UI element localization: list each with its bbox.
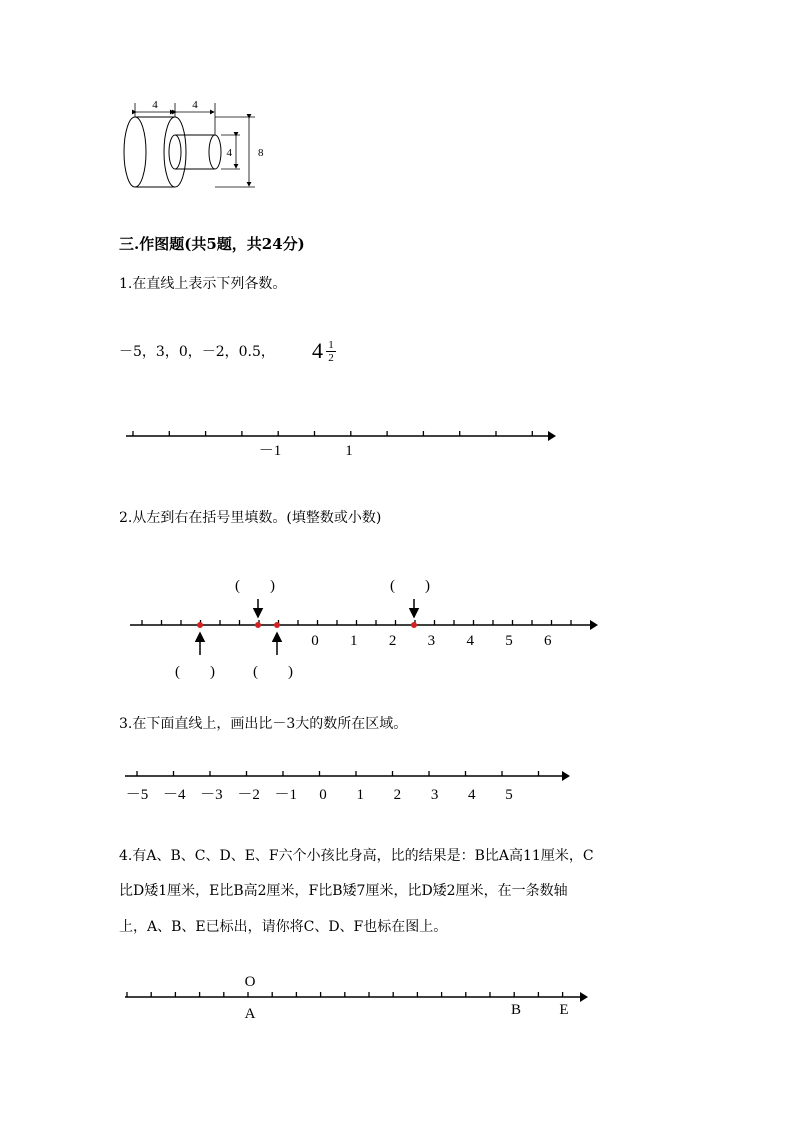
cylinder-figure: [110, 95, 280, 200]
q3-axis-label: 4: [468, 787, 476, 803]
q2-bracket-top-1: ( ): [235, 578, 275, 594]
q3-axis-label: 1: [356, 787, 364, 803]
q4-number-line[interactable]: [115, 970, 595, 1025]
q3-axis-label: 3: [430, 787, 439, 803]
q2-axis-label: 2: [388, 633, 397, 649]
q3-axis-label: 5: [505, 787, 513, 803]
q2-point: [255, 622, 261, 628]
q3-axis-label: －1: [274, 787, 298, 803]
q1-fraction: [326, 339, 336, 364]
q1-label-neg1: －1: [258, 443, 282, 459]
arrow-right-icon: [548, 431, 556, 441]
q2-number-line[interactable]: [120, 570, 610, 685]
q2-axis-label: 4: [466, 633, 474, 649]
q4-line1: 4.有A、B、C、D、E、F六个小孩比身高，比的结果是：B比A高11厘米，C: [119, 848, 594, 864]
q2-axis-label: 0: [311, 633, 319, 649]
dim-outer-height: 8: [258, 147, 264, 159]
q3-axis-label: －5: [125, 787, 149, 803]
dim-width-left: 4: [152, 99, 158, 111]
q4-origin-label: O: [244, 974, 256, 990]
q1-label-1: 1: [345, 443, 353, 459]
q1-text: 1.在直线上表示下列各数。: [119, 276, 287, 292]
fraction-numerator: 1: [328, 339, 334, 351]
q2-axis-label: 3: [427, 633, 436, 649]
q3-axis-label: 2: [393, 787, 402, 803]
q4-point-a: A: [244, 1006, 256, 1022]
section-heading: 三.作图题(共5题，共24分): [119, 235, 305, 253]
q3-axis-label: 0: [319, 787, 327, 803]
q3-number-line[interactable]: [115, 765, 585, 810]
q2-point: [274, 622, 280, 628]
dim-width-right: 4: [192, 99, 198, 111]
q3-text: 3.在下面直线上，画出比－3大的数所在区域。: [119, 716, 408, 732]
q4-point-b: B: [510, 1002, 522, 1018]
dim-inner-height: 4: [226, 147, 232, 159]
mixed-whole: 4: [312, 338, 323, 363]
q1-number-line[interactable]: [120, 420, 560, 465]
q4-line3: 上，A、B、E已标出，请你将C、D、F也标在图上。: [119, 919, 448, 935]
q2-axis-label: 5: [505, 633, 513, 649]
q3-axis-label: －3: [200, 787, 223, 803]
arrow-right-icon: [580, 992, 588, 1002]
q3-axis-label: －4: [162, 787, 186, 803]
q1-numbers: －5，3，0，－2，0.5，: [119, 344, 275, 360]
q2-point: [411, 622, 417, 628]
q2-text: 2.从左到右在括号里填数。(填整数或小数): [119, 510, 382, 526]
q4-point-e: E: [559, 1002, 569, 1018]
fraction-denominator: 2: [326, 351, 336, 364]
arrow-right-icon: [562, 771, 570, 781]
q2-bracket-bottom-2: ( ): [253, 664, 293, 680]
q2-bracket-bottom-1: ( ): [175, 664, 215, 680]
q2-axis-label: 6: [544, 633, 552, 649]
q2-bracket-top-2: ( ): [390, 578, 430, 594]
q1-mixed-number: [312, 338, 323, 364]
q2-point: [197, 622, 203, 628]
arrow-right-icon: [590, 620, 598, 630]
q3-axis-label: －2: [237, 787, 260, 803]
q2-axis-label: 1: [350, 633, 358, 649]
q4-line2: 比D矮1厘米，E比B高2厘米，F比B矮7厘米，比D矮2厘米，在一条数轴: [119, 883, 568, 899]
